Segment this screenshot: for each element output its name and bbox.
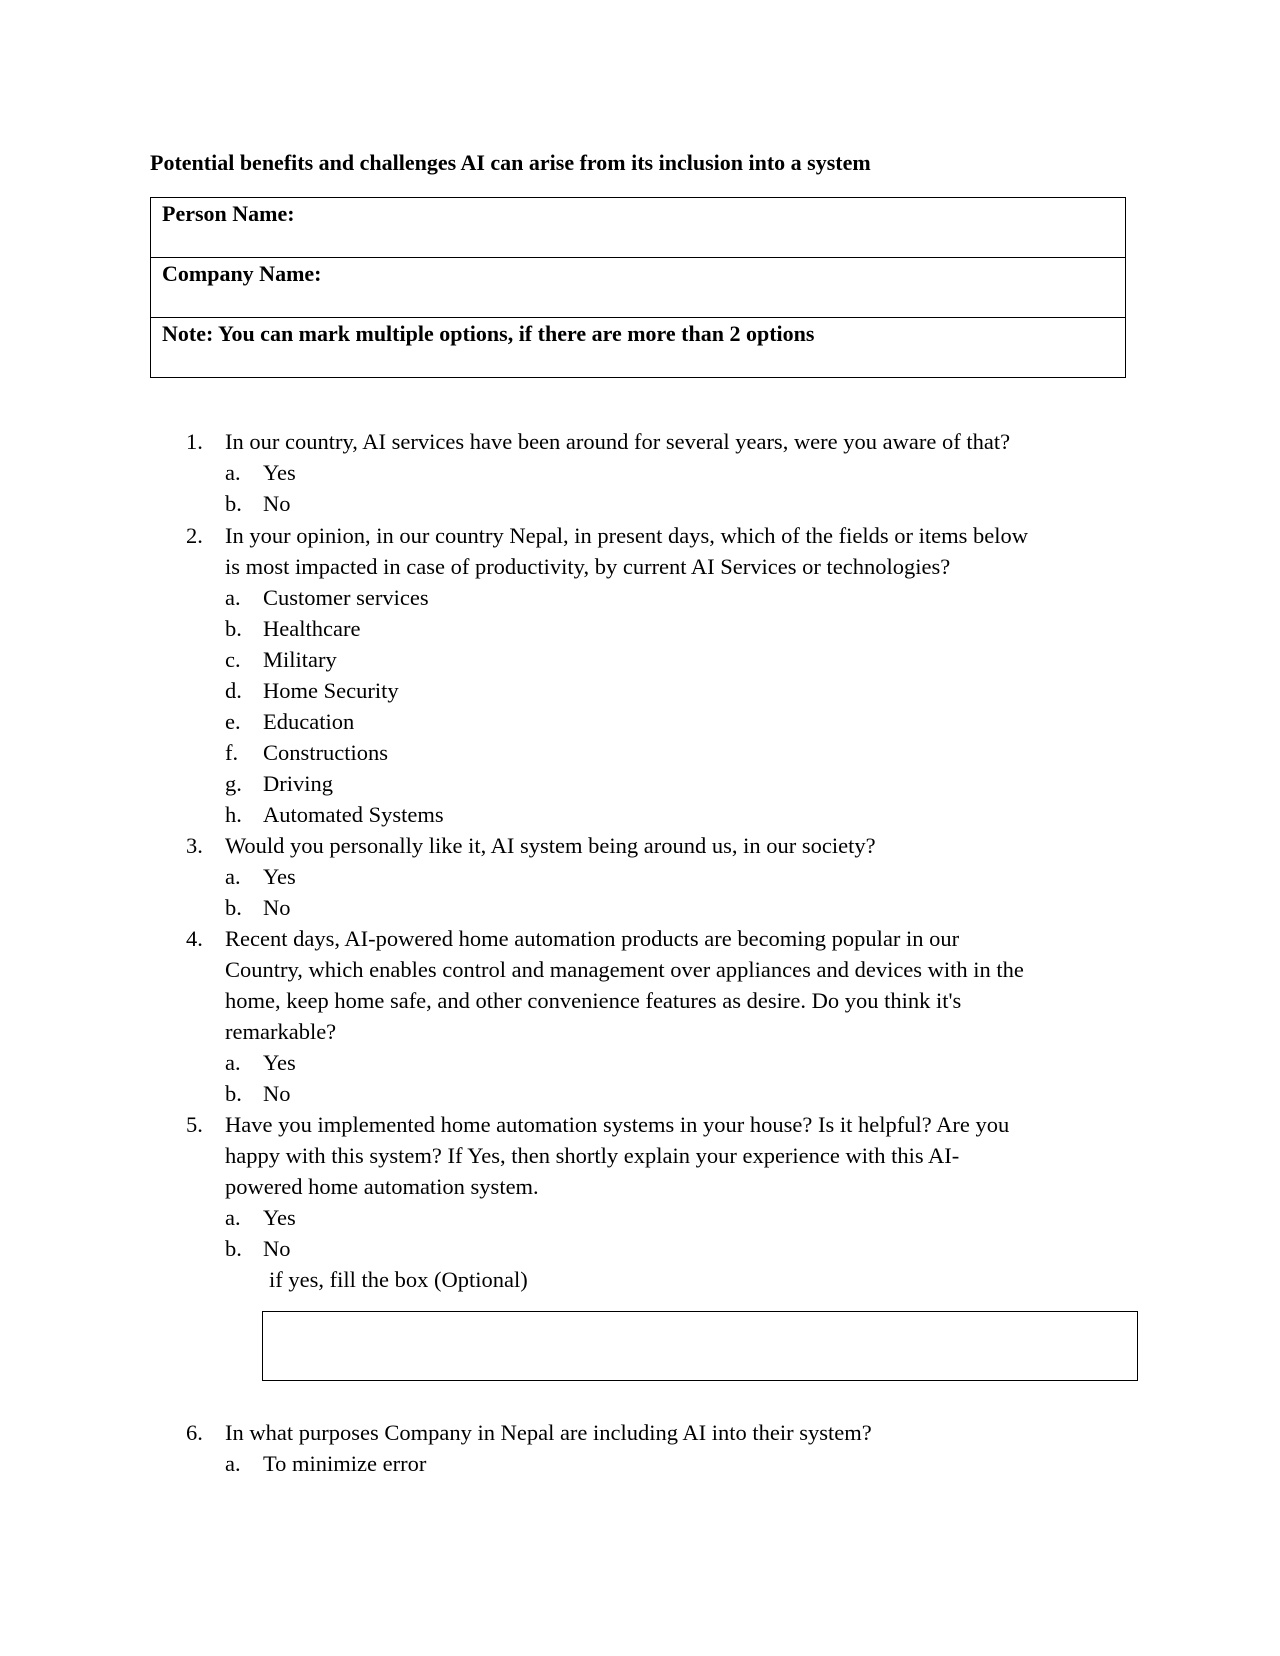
option-letter: h. [225, 802, 242, 827]
option-text: Automated Systems [263, 802, 444, 827]
company-name-row [151, 258, 1126, 318]
option-text: Education [263, 709, 355, 734]
optional-answer-box[interactable] [262, 1311, 1138, 1381]
option-letter: a. [225, 1205, 241, 1230]
question-text: Country, which enables control and management over appliances and devices with in the [225, 957, 1024, 982]
option-text: No [263, 491, 291, 516]
option-letter: b. [225, 895, 242, 920]
option-letter: b. [225, 1236, 242, 1261]
question-text: happy with this system? If Yes, then shortly explain your experience with this AI- [225, 1143, 960, 1168]
note-row [151, 318, 1126, 378]
option-letter: d. [225, 678, 242, 703]
option-letter: a. [225, 460, 241, 485]
question-text: home, keep home safe, and other convenience features as desire. Do you think it's [225, 988, 962, 1013]
option-letter: a. [225, 1451, 241, 1476]
company-name-cell[interactable] [151, 258, 1126, 318]
note-cell [151, 318, 1126, 378]
option-text: Healthcare [263, 616, 361, 641]
question-text: In our country, AI services have been around for several years, were you aware of that? [225, 429, 1011, 454]
question-text: Have you implemented home automation systems in your house? Is it helpful? Are you [225, 1112, 1010, 1137]
question-number: 2. [186, 523, 203, 548]
question-text: In your opinion, in our country Nepal, in present days, which of the fields or items below [225, 523, 1028, 548]
option-letter: b. [225, 491, 242, 516]
question-text: Recent days, AI-powered home automation products are becoming popular in our [225, 926, 960, 951]
option-letter: g. [225, 771, 242, 796]
option-text: Driving [263, 771, 333, 796]
note-text: Note: You can mark multiple options, if there are more than 2 options [162, 321, 815, 346]
option-letter: a. [225, 1050, 241, 1075]
question-number: 3. [186, 833, 203, 858]
option-letter: b. [225, 1081, 242, 1106]
person-name-row [151, 198, 1126, 258]
question-number: 5. [186, 1112, 203, 1137]
option-text: No [263, 1081, 291, 1106]
question-text: In what purposes Company in Nepal are including AI into their system? [225, 1420, 872, 1445]
document-title: Potential benefits and challenges AI can arise from its inclusion into a system [150, 150, 871, 175]
option-text: Yes [263, 1205, 296, 1230]
optional-instruction: if yes, fill the box (Optional) [269, 1267, 528, 1292]
question-number: 6. [186, 1420, 203, 1445]
option-text: To minimize error [263, 1451, 427, 1476]
option-letter: f. [225, 740, 239, 765]
option-text: Yes [263, 1050, 296, 1075]
company-name-label: Company Name: [162, 261, 322, 286]
question-text: powered home automation system. [225, 1174, 539, 1199]
option-letter: a. [225, 864, 241, 889]
option-letter: b. [225, 616, 242, 641]
question-number: 4. [186, 926, 203, 951]
respondent-info-table [150, 197, 1126, 378]
option-text: No [263, 1236, 291, 1261]
question-text: Would you personally like it, AI system being around us, in our society? [225, 833, 876, 858]
person-name-cell[interactable] [151, 198, 1126, 258]
question-text: is most impacted in case of productivity, by current AI Services or technologies? [225, 554, 951, 579]
question-text: remarkable? [225, 1019, 337, 1044]
option-text: Customer services [263, 585, 429, 610]
option-letter: a. [225, 585, 241, 610]
option-text: Yes [263, 864, 296, 889]
option-text: Yes [263, 460, 296, 485]
option-text: Home Security [263, 678, 399, 703]
option-letter: c. [225, 647, 241, 672]
option-text: No [263, 895, 291, 920]
option-text: Military [263, 647, 337, 672]
question-number: 1. [186, 429, 203, 454]
person-name-label: Person Name: [162, 201, 295, 226]
option-text: Constructions [263, 740, 389, 765]
option-letter: e. [225, 709, 241, 734]
